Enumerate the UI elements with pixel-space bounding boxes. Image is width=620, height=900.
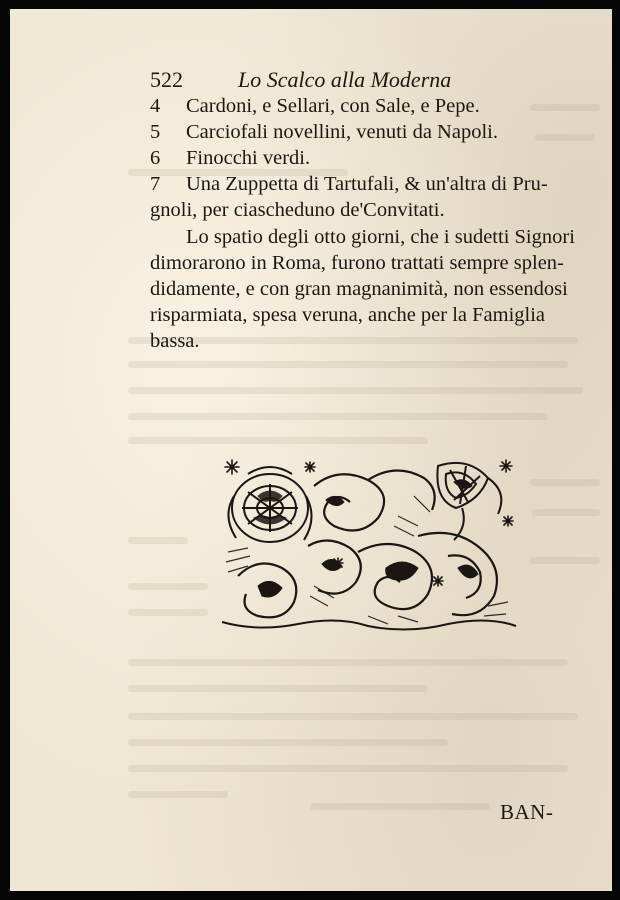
catchword: BAN-: [500, 800, 554, 824]
paragraph-line: dimorarono in Roma, furono trattati sempre splen-: [150, 252, 564, 274]
list-item-text: Carciofali novellini, venuti da Napoli.: [186, 121, 498, 143]
running-title: Lo Scalco alla Moderna: [238, 67, 452, 92]
book-page: [10, 9, 612, 891]
list-item-number: 7: [150, 173, 161, 195]
list-item-number: 6: [150, 147, 161, 169]
list-item-number: 5: [150, 121, 161, 143]
page-text: [10, 9, 612, 891]
paragraph-line: didamente, e con gran magnanimità, non essendosi: [150, 278, 568, 300]
paragraph-line: bassa.: [150, 330, 200, 352]
paragraph-line: Lo spatio degli otto giorni, che i sudetti Signori: [186, 226, 575, 248]
floral-woodcut-ornament-icon: [218, 456, 520, 632]
paragraph-line: risparmiata, spesa veruna, anche per la Famiglia: [150, 304, 546, 326]
page-number: 522: [150, 67, 183, 92]
list-item-number: 4: [150, 95, 161, 117]
list-item-text: Finocchi verdi.: [186, 147, 311, 169]
list-item-continuation: gnoli, per ciascheduno de'Convitati.: [150, 199, 445, 221]
list-item-text: Una Zuppetta di Tartufali, & un'altra di Pru-: [186, 173, 548, 195]
list-item-text: Cardoni, e Sellari, con Sale, e Pepe.: [186, 95, 480, 117]
